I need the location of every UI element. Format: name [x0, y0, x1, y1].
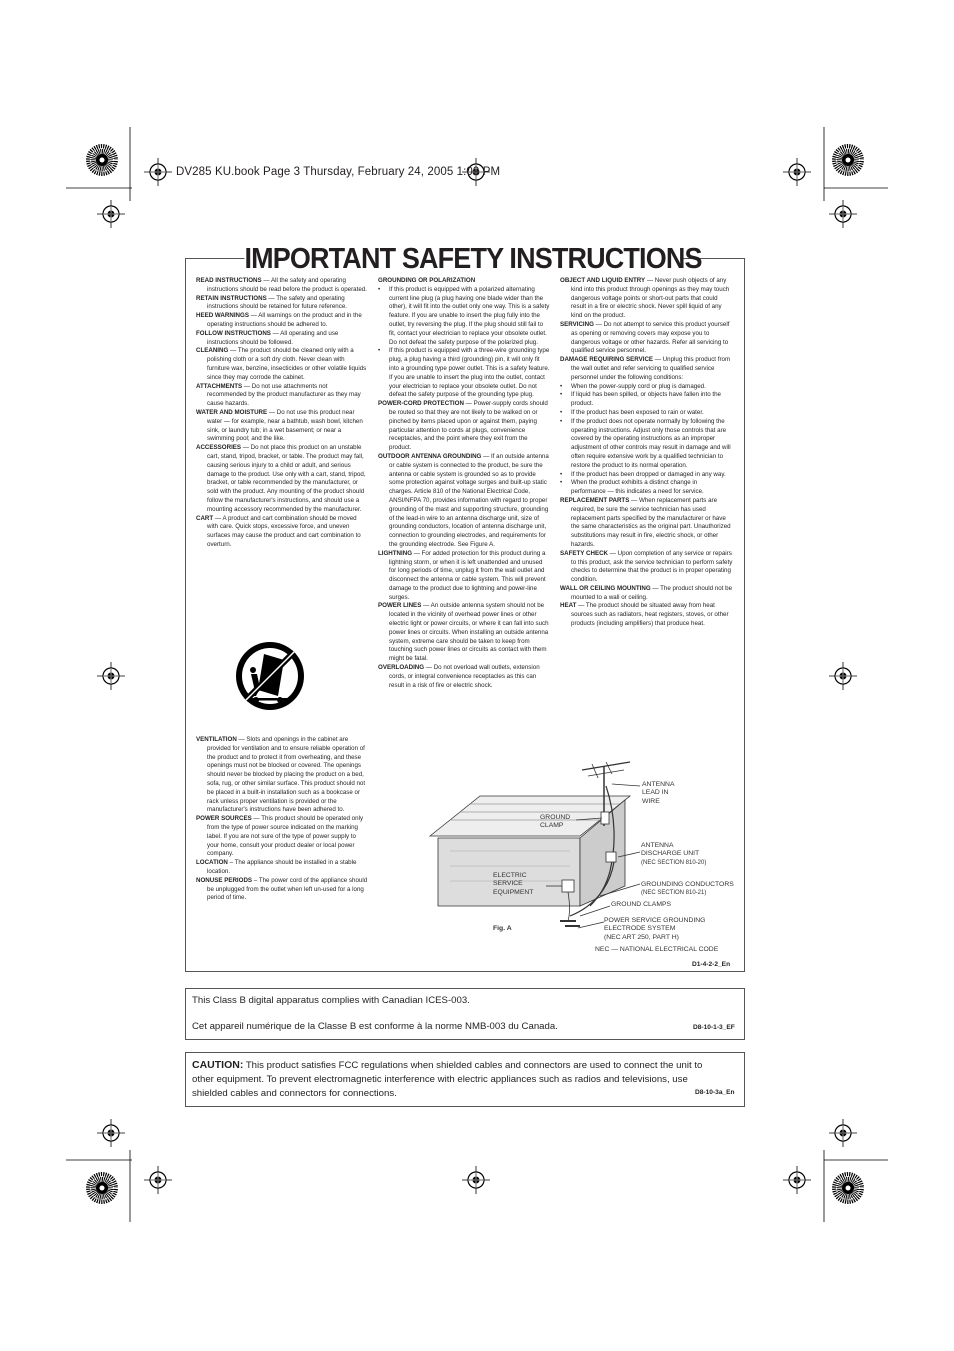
instruction-heading: OUTDOOR ANTENNA GROUNDING [378, 452, 482, 460]
instruction-entry [196, 277, 368, 295]
registration-cross-right-mid [829, 662, 857, 690]
registration-cross-bottom-right-h [783, 1166, 811, 1194]
instruction-text: — All the safety and operating instructions should be read before the product is operated. [207, 277, 367, 293]
instruction-entry [560, 321, 733, 356]
instruction-text: — When replacement parts are required, be sure the service technician has used replacement parts specified by the manufacturer or have the same characteristics as the original part. Unauthorized substitutions may result in fire, electric shock, or other hazards. [571, 496, 731, 548]
instruction-text: — The product should be cleaned only with a polishing cloth or a soft dry cloth. Never clean with furniture wax, benzine, insecticides or other volatile liquids since they may corrode the cabinet. [207, 347, 367, 381]
instruction-entry [196, 736, 368, 815]
instruction-bullet: • If the product does not operate normally by following the operating instructions. Adjust only those controls that are covered by the operating instructions as an improper adjustment of other controls may result in damage and will often require extensive work by a qualified technician to restore the product to its normal operation. [560, 418, 733, 471]
instruction-entry [196, 444, 368, 514]
ices-french: Cet appareil numérique de la Classe B est conforme à la norme NMB-003 du Canada. [192, 1021, 558, 1032]
instruction-bullet: • When the power-supply cord or plug is damaged. [560, 383, 733, 392]
doc-code-main: D1-4-2-2_En [692, 961, 731, 968]
instruction-entry [378, 453, 550, 550]
instruction-heading: OBJECT AND LIQUID ENTRY [560, 277, 646, 284]
registration-cross-bottom-center [462, 1166, 490, 1194]
instruction-heading: POWER SOURCES [196, 815, 252, 823]
instruction-entry [560, 550, 733, 585]
registration-cross-bottom-left-v [97, 1119, 125, 1147]
instruction-heading: READ INSTRUCTIONS [196, 277, 262, 284]
instruction-heading: LOCATION [196, 859, 228, 867]
nec-definition: NEC — NATIONAL ELECTRICAL CODE [595, 946, 719, 953]
instruction-entry [196, 330, 368, 348]
label-antenna-discharge-unit: ANTENNA DISCHARGE UNIT (NEC SECTION 810-20) [641, 842, 707, 866]
instruction-heading: LIGHTNING [378, 549, 413, 557]
registration-cross-left-mid [97, 662, 125, 690]
registration-cross-top-left-v [97, 200, 125, 228]
label-antenna-lead-in-wire: ANTENNA LEAD IN WIRE [642, 781, 675, 805]
registration-star-bottom-left [86, 1172, 118, 1204]
instruction-heading: HEAT [560, 602, 577, 610]
figure-caption: Fig. A [493, 925, 512, 932]
instruction-heading: POWER LINES [378, 602, 422, 610]
instruction-text: — Do not place this product on an unstable cart, stand, tripod, bracket, or table. The product may fall, causing serious injury to a child or adult, and serious damage to the product. Use only with a cart, stand, tripod, bracket, or table recommended by the manufacturer, or sold with the product. Any mounting of the product should follow the manufacturer's instructions, and should use a mounting accessory recommended by the manufacturer. [207, 444, 366, 513]
instruction-heading: RETAIN INSTRUCTIONS [196, 294, 267, 302]
registration-star-top-left [86, 144, 118, 176]
instruction-entry [378, 277, 550, 286]
instruction-entry [196, 383, 368, 409]
doc-code-ices: D8-10-1-3_EF [693, 1024, 735, 1031]
instruction-text: — Do not overload wall outlets, extension cords, or integral convenience receptacles as this can result in a risk of fire or electric shock. [389, 664, 540, 689]
instruction-entry [378, 602, 550, 664]
instruction-entry [560, 356, 733, 382]
instruction-heading: GROUNDING OR POLARIZATION [378, 277, 476, 284]
cart-overturn-warning-icon [234, 640, 306, 712]
instruction-heading: ACCESSORIES [196, 444, 242, 452]
instruction-text: — Upon completion of any service or repairs to this product, ask the service technician to perform safety checks to determine that the product is in proper operating condition. [571, 549, 733, 584]
instruction-bullet: • If liquid has been spilled, or objects have fallen into the product. [560, 391, 733, 409]
instruction-text: — Do not use attachments not recommended by the product manufacturer as they may cause hazards. [207, 382, 361, 408]
instruction-text: – The appliance should be installed in a stable location. [207, 859, 357, 875]
label-grounding-conductors: GROUNDING CONDUCTORS (NEC SECTION 810-21) [641, 881, 734, 897]
instruction-heading: ATTACHMENTS [196, 382, 243, 390]
instruction-entry [378, 664, 550, 690]
label-power-service-grounding: POWER SERVICE GROUNDING ELECTRODE SYSTEM (NEC ART 250, PART H) [604, 917, 706, 941]
instruction-heading: SAFETY CHECK [560, 549, 609, 557]
instruction-heading: CLEANING [196, 347, 229, 355]
instruction-entry [196, 515, 368, 550]
instruction-entry [196, 295, 368, 313]
instruction-text: — Power-supply cords should be routed so that they are not likely to be walked on or pinched by items placed upon or against them, paying particular attention to cords at plugs, convenience receptacles, and the point where they exit from the product. [389, 400, 548, 452]
instruction-text: — For added protection for this product during a lightning storm, or when it is left unattended and unused for long periods of time, unplug it from the wall outlet and disconnect the antenna or cable system. This will prevent damage to the product due to lightning and power-line surges. [389, 549, 546, 601]
instruction-heading: NONUSE PERIODS [196, 876, 253, 884]
instruction-heading: CART [196, 514, 214, 522]
instruction-text: — An outside antenna system should not be located in the vicinity of overhead power lines or other electric light or power circuits, or where it can fall into such power lines or circuits. When installing an outside antenna system, extreme care should be taken to keep from touching such power lines or circuits as contact with them might be fatal. [389, 602, 549, 663]
label-electric-service-equipment: ELECTRIC SERVICE EQUIPMENT [493, 872, 534, 896]
instruction-text: – The power cord of the appliance should be unplugged from the outlet when left un-used for a long period of time. [207, 876, 368, 902]
instruction-heading: WATER AND MOISTURE [196, 408, 268, 416]
instruction-bullet: • If the product has been exposed to rain or water. [560, 409, 733, 418]
instruction-text: — Never push objects of any kind into this product through openings as they may touch dangerous voltage points or short-out parts that could result in a fire or electric shock. Never spill liquid of any kind on the product. [571, 277, 730, 320]
instruction-entry [560, 602, 733, 628]
instruction-entry [378, 550, 550, 603]
instruction-text: — The product should not be mounted to a wall or ceiling. [571, 584, 733, 601]
instruction-entry [196, 312, 368, 330]
book-page-header: DV285 KU.book Page 3 Thursday, February 24, 2005 1:09 PM [176, 166, 501, 178]
instruction-entry [196, 815, 368, 859]
instruction-text: — The product should be situated away from heat sources such as radiators, heat registers, stoves, or other products (including amplifiers) that produce heat. [571, 602, 729, 628]
ices-english: This Class B digital apparatus complies with Canadian ICES-003. [192, 995, 470, 1006]
instruction-bullet: • If the product has been dropped or damaged in any way. [560, 471, 733, 480]
instruction-entry [560, 585, 733, 603]
instruction-heading: SERVICING [560, 320, 594, 328]
instructions-column-2 [378, 277, 550, 690]
instruction-entry [196, 409, 368, 444]
label-ground-clamp: GROUND CLAMP [540, 814, 571, 830]
registration-star-bottom-right [832, 1172, 864, 1204]
instruction-text: — All warnings on the product and in the operating instructions should be adhered to. [207, 312, 362, 328]
registration-cross-top-right-h [783, 158, 811, 186]
instruction-entry [560, 277, 733, 321]
instruction-entry [560, 497, 733, 550]
instruction-text: — Slots and openings in the cabinet are provided for ventilation and to ensure reliable operation of the product and to protect it from overheating, and these openings must not be blocked or covered. The openings should never be blocked by placing the product on a bed, sofa, rug, or other similar surface. This product should not be placed in a built-in installation such as a bookcase or rack unless proper ventilation is provided or the manufacturer's instructions have been adhered to. [207, 736, 366, 814]
instruction-text: — Do not use this product near water — for example, near a bathtub, wash bowl, kitchen sink, or laundry tub; in a wet basement; or near a swimming pool; and the like. [207, 408, 363, 443]
instruction-bullet: • If this product is equipped with a polarized alternating current line plug (a plug having one blade wider than the other), it will fit into the outlet only one way. This is a safety feature. If you are unable to insert the plug fully into the outlet, try reversing the plug. If the plug should still fail to fit, contact your electrician to replace your obsolete outlet. Do not defeat the safety purpose of the polarized plug. [378, 286, 550, 348]
instruction-text: — This product should be operated only from the type of power source indicated on the marking label. If you are not sure of the type of power supply to your home, consult your product dealer or local power company. [207, 815, 364, 858]
doc-code-caution: D8-10-3a_En [695, 1089, 735, 1096]
instruction-text: — The safety and operating instructions should be retained for future reference. [207, 294, 347, 311]
instruction-entry [196, 347, 368, 382]
instructions-column-3 [560, 277, 733, 629]
instruction-entry [196, 859, 368, 877]
label-ground-clamps: GROUND CLAMPS [611, 901, 672, 908]
instruction-heading: VENTILATION [196, 736, 237, 743]
instruction-entry [196, 877, 368, 903]
registration-cross-bottom-left-h [144, 1166, 172, 1194]
instruction-text: — If an outside antenna or cable system is connected to the product, be sure the antenna or cable system is grounded so as to provide some protection against voltage surges and built-up static charges. Article 810 of the National Electrical Code, ANSI/NFPA 70, provides information with regard to proper grounding of the mast and supporting structure, grounding of the lead-in wire to an antenna discharge unit, size of grounding conductors, location of antenna discharge unit, connection to grounding electrodes, and requirements for the grounding electrode. See Figure A. [389, 452, 549, 548]
caution-label: CAUTION: [192, 1059, 244, 1071]
fcc-caution-text: CAUTION: This product satisfies FCC regulations when shielded cables and connectors are used to connect the unit to other equipment. To prevent electromagnetic interference with electric appliances such as radios and televisions, use shielded cables and connectors for connections. [192, 1059, 703, 1099]
instruction-text: — Unplug this product from the wall outlet and refer servicing to qualified service personnel under the following conditions: [571, 356, 731, 381]
instruction-bullet: • When the product exhibits a distinct change in performance — this indicates a need for service. [560, 479, 733, 497]
instruction-heading: POWER-CORD PROTECTION [378, 400, 464, 408]
instruction-heading: WALL OR CEILING MOUNTING [560, 584, 651, 592]
instruction-heading: OVERLOADING [378, 664, 425, 672]
instruction-text: — Do not attempt to service this product yourself as opening or removing covers may expose you to dangerous voltage or other hazards. Refer all servicing to qualified service personnel. [571, 320, 730, 355]
instructions-column-1-lower [196, 736, 368, 903]
registration-star-top-right [832, 144, 864, 176]
instructions-column-1 [196, 277, 368, 550]
instruction-text: — A product and cart combination should be moved with care. Quick stops, excessive force, and uneven surfaces may cause the product and cart combination to overturn. [207, 514, 361, 548]
instruction-text: — All operating and use instructions should be followed. [207, 329, 339, 346]
page-title: IMPORTANT SAFETY INSTRUCTIONS [244, 243, 702, 275]
instruction-bullet: • If this product is equipped with a three-wire grounding type plug, a plug having a third (grounding) pin, it will only fit into a grounding type power outlet. This is a safety feature. If you are unable to insert the plug into the outlet, contact your electrician to replace your obsolete outlet. Do not defeat the safety purpose of the grounding type plug. [378, 347, 550, 400]
registration-cross-bottom-right-v [829, 1119, 857, 1147]
instruction-entry [378, 400, 550, 453]
instruction-heading: DAMAGE REQUIRING SERVICE [560, 356, 654, 364]
instruction-heading: FOLLOW INSTRUCTIONS [196, 329, 271, 337]
registration-cross-top-left-h [144, 158, 172, 186]
instruction-heading: REPLACEMENT PARTS [560, 496, 630, 504]
instruction-heading: HEED WARNINGS [196, 312, 249, 320]
registration-cross-top-right-v [829, 200, 857, 228]
